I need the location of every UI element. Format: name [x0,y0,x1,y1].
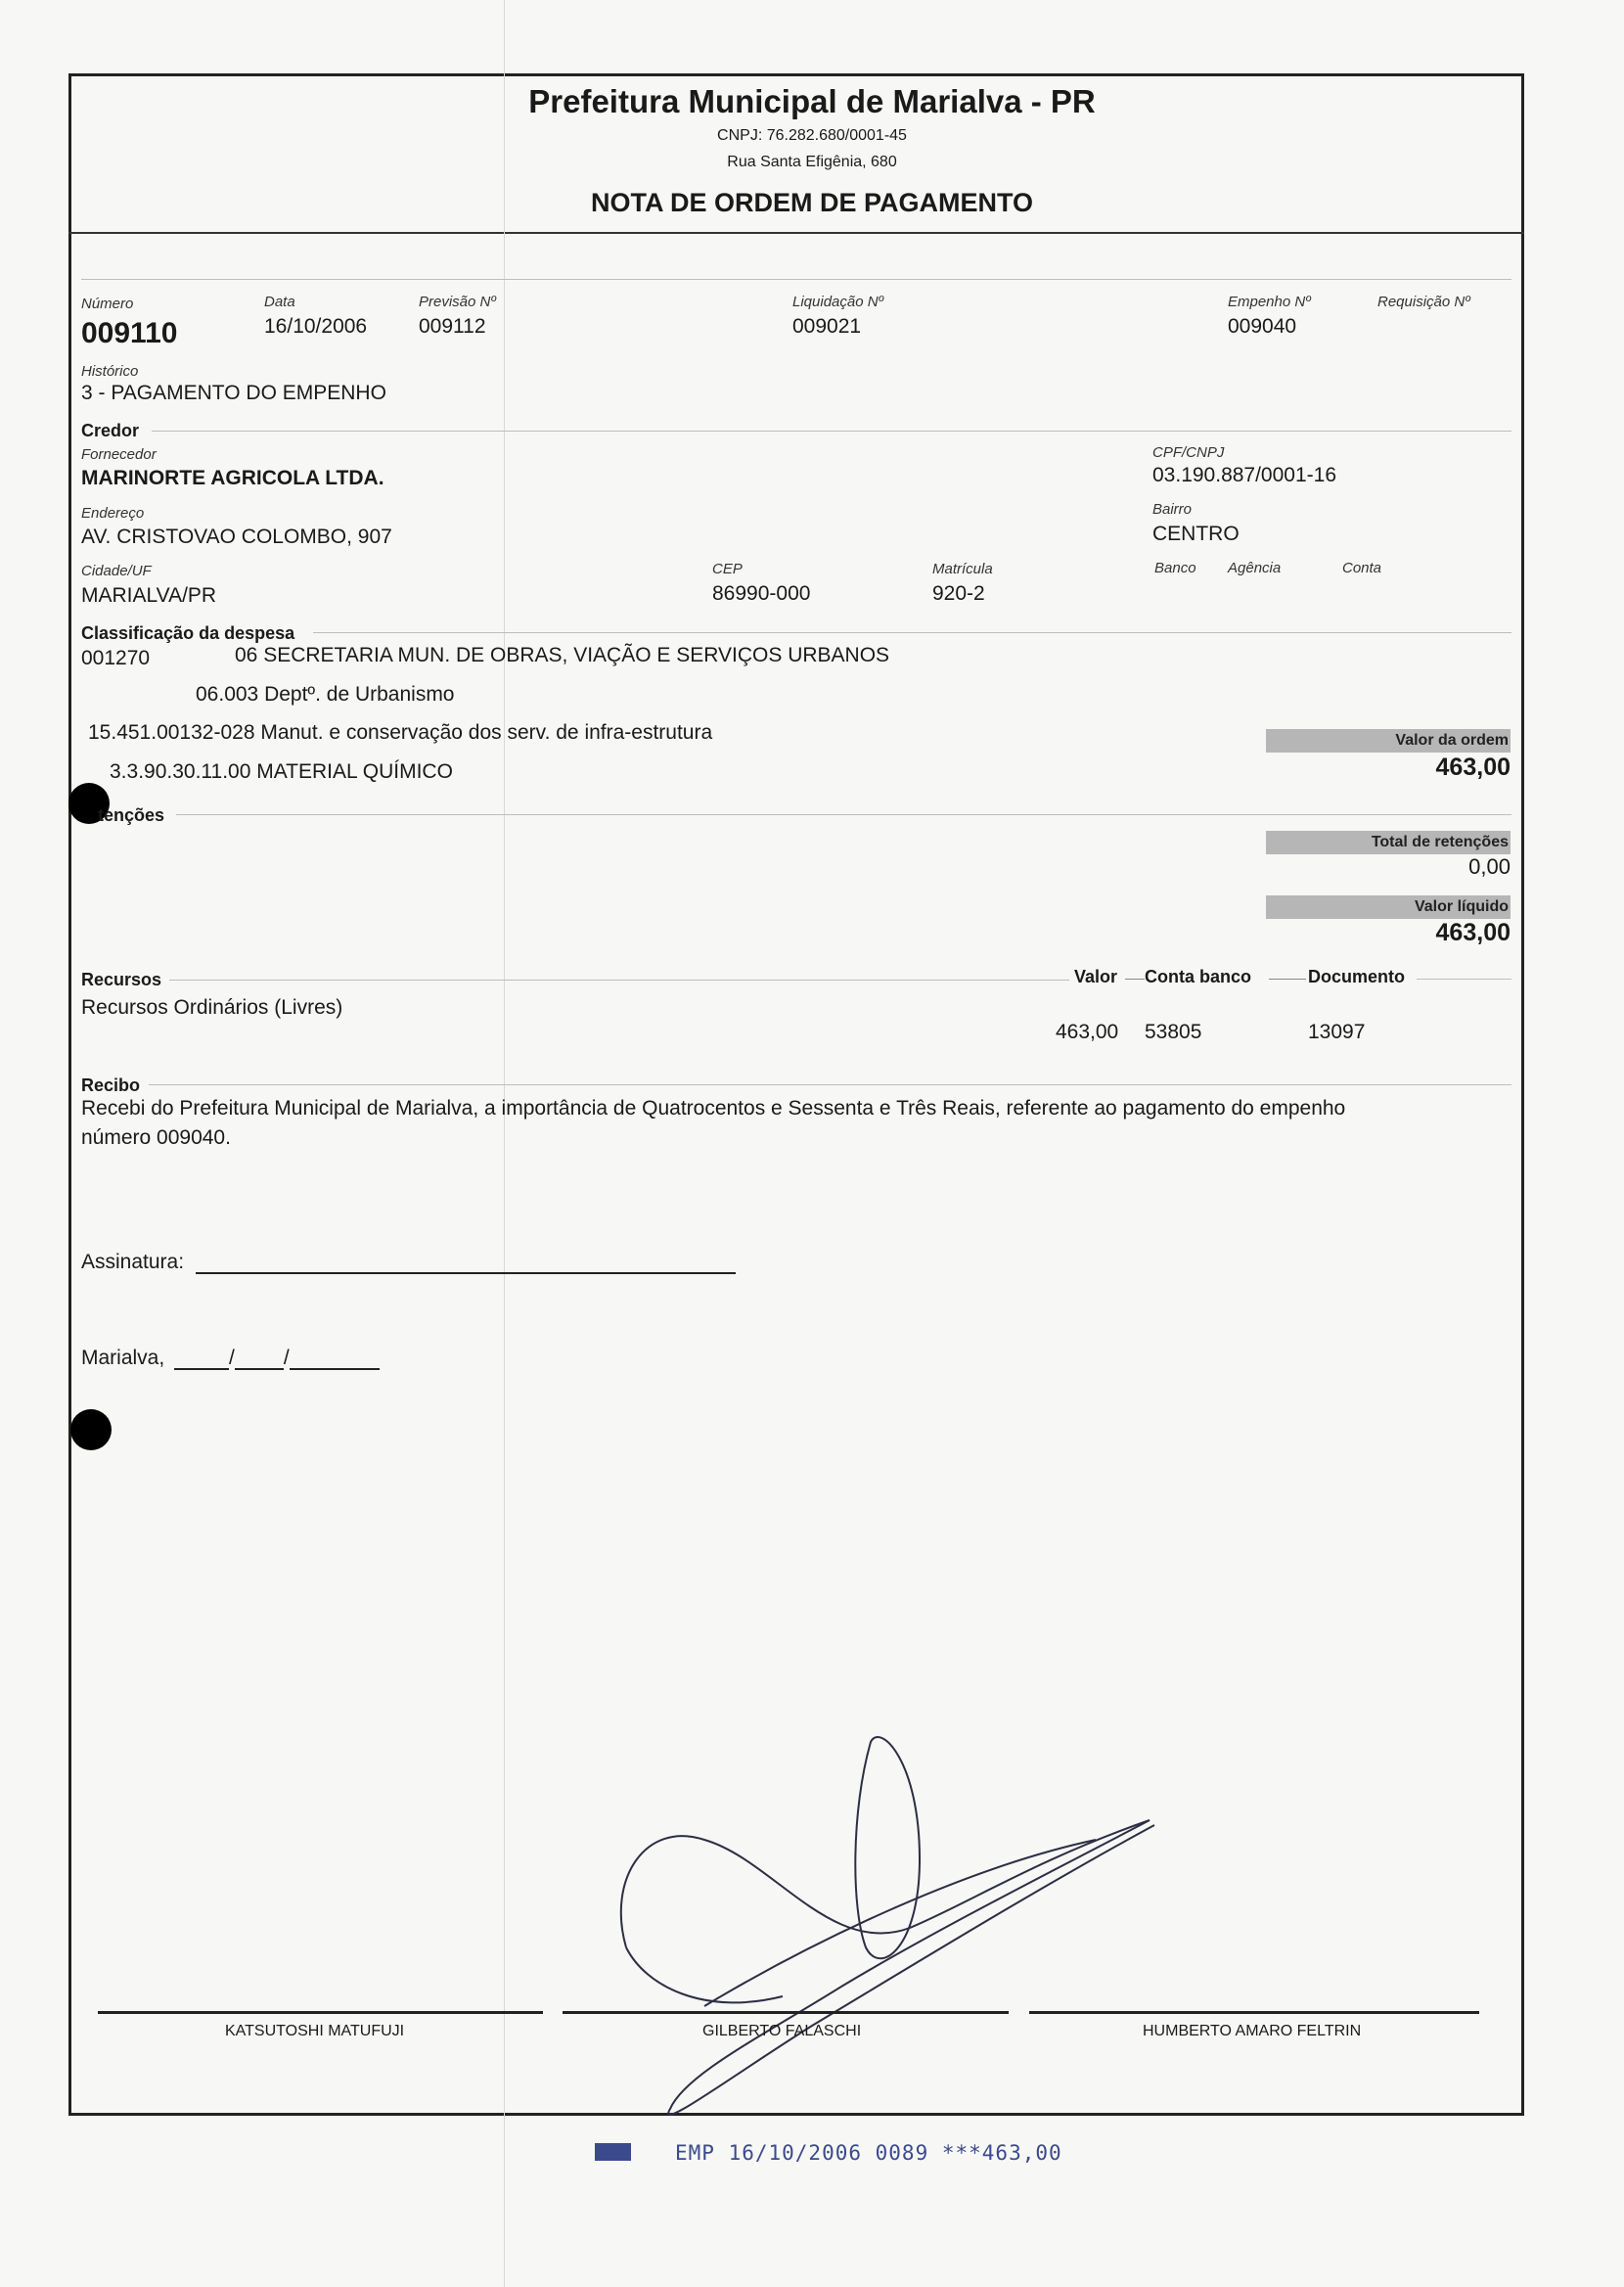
agencia-label: Agência [1228,560,1282,576]
empenho-label: Empenho Nº [1228,294,1311,310]
document-title: NOTA DE ORDEM DE PAGAMENTO [590,188,1033,217]
day-blank [174,1349,229,1370]
numero-label: Número [81,296,134,312]
retencoes-rule [176,814,1511,815]
liquidacao-label: Liquidação Nº [792,294,884,310]
endereco-value: AV. CRISTOVAO COLOMBO, 907 [81,526,392,548]
stamp-logo [595,2143,631,2161]
fornecedor-label: Fornecedor [81,446,157,463]
previsao-label: Previsão Nº [419,294,496,310]
elemento-text: 3.3.90.30.11.00 MATERIAL QUÍMICO [110,760,453,783]
classificacao-rule [313,632,1511,633]
valor-liquido-bar [1266,895,1511,919]
cep-label: CEP [712,561,743,577]
assinatura-line [196,1253,736,1274]
cidade-label: Cidade/UF [81,563,152,579]
conta-label: Conta [1342,560,1382,576]
recibo-line-1: Recebi do Prefeitura Municipal de Marialva, a importância de Quatrocentos e Sessenta e Três Reais, referente ao pagamento do empenho [81,1097,1346,1120]
footer-stamp: EMP 16/10/2006 0089 ***463,00 [675,2141,1062,2165]
signatory-3: HUMBERTO AMARO FELTRIN [1143,2023,1362,2039]
programa-text: 15.451.00132-028 Manut. e conservação dos serv. de infra-estrutura [88,721,713,744]
recursos-section: Recursos [81,970,162,989]
bairro-label: Bairro [1152,501,1193,518]
month-blank [235,1349,284,1370]
endereco-label: Endereço [81,505,145,522]
recursos-rule [169,980,1069,981]
page-title: Prefeitura Municipal de Marialva - PR [528,83,1096,119]
scan-artifact-line [504,0,505,2287]
credor-rule [152,431,1511,432]
recursos-conta-header: Conta banco [1145,967,1252,986]
secretaria-text: 06 SECRETARIA MUN. DE OBRAS, VIAÇÃO E SERVIÇOS URBANOS [235,644,890,666]
classificacao-section: Classificação da despesa [81,623,295,643]
recursos-conta: 53805 [1145,1021,1202,1043]
historico-label: Histórico [81,363,139,380]
valor-ordem-value: 463,00 [1435,754,1511,781]
credor-section: Credor [81,421,140,440]
handwritten-signature [587,1722,1174,2133]
matricula-label: Matrícula [932,561,993,577]
recursos-documento-header: Documento [1308,967,1405,986]
liquidacao-value: 009021 [792,315,862,338]
address-text: Rua Santa Efigênia, 680 [727,154,897,170]
cpf-label: CPF/CNPJ [1152,444,1225,461]
punch-hole-bottom [70,1409,112,1450]
numero-value: 009110 [81,317,178,349]
data-label: Data [264,294,295,310]
signature-line-1 [98,2011,543,2014]
valor-ordem-bar [1266,729,1511,753]
total-retencoes-value: 0,00 [1468,854,1511,879]
year-blank [290,1349,380,1370]
date-slash-2: / [283,1347,290,1369]
dept-text: 06.003 Deptº. de Urbanismo [196,683,455,706]
recursos-descricao: Recursos Ordinários (Livres) [81,996,343,1019]
cpf-value: 03.190.887/0001-16 [1152,464,1337,486]
historico-value: 3 - PAGAMENTO DO EMPENHO [81,382,386,404]
recursos-documento: 13097 [1308,1021,1366,1043]
recursos-rule-4 [1417,979,1511,980]
valor-liquido-value: 463,00 [1435,919,1511,946]
header-separator [68,232,1524,234]
recibo-rule [149,1084,1511,1085]
recibo-line-2: número 009040. [81,1126,231,1149]
assinatura-label: Assinatura: [81,1251,185,1273]
cep-value: 86990-000 [712,582,811,605]
date-slash-1: / [229,1347,235,1369]
signatory-1: KATSUTOSHI MATUFUJI [225,2023,405,2039]
empenho-value: 009040 [1228,315,1297,338]
data-value: 16/10/2006 [264,315,368,338]
recursos-valor: 463,00 [1056,1021,1119,1043]
classificacao-code: 001270 [81,647,151,669]
data-row [81,1347,380,1370]
requisicao-label: Requisição Nº [1377,294,1470,310]
order-top-rule [81,279,1511,280]
previsao-value: 009112 [419,315,486,338]
cnpj-text: CNPJ: 76.282.680/0001-45 [717,127,907,144]
banco-label: Banco [1154,560,1196,576]
fornecedor-value: MARINORTE AGRICOLA LTDA. [81,467,384,489]
retencoes-section: tenções [98,805,165,825]
valor-liquido-label: Valor líquido [1414,898,1509,915]
signature-line-3 [1029,2011,1479,2014]
bairro-value: CENTRO [1152,523,1240,545]
local-label: Marialva, [81,1347,165,1369]
signatory-2: GILBERTO FALASCHI [702,2023,862,2039]
assinatura-row [81,1251,736,1274]
total-retencoes-bar [1266,831,1511,854]
signature-line-2 [563,2011,1009,2014]
valor-ordem-label: Valor da ordem [1395,732,1509,749]
recursos-rule-2 [1125,979,1145,980]
recibo-section: Recibo [81,1075,141,1095]
total-retencoes-label: Total de retenções [1371,834,1509,850]
recursos-rule-3 [1269,979,1306,980]
cidade-value: MARIALVA/PR [81,584,217,607]
matricula-value: 920-2 [932,582,985,605]
recursos-valor-header: Valor [1074,967,1118,986]
